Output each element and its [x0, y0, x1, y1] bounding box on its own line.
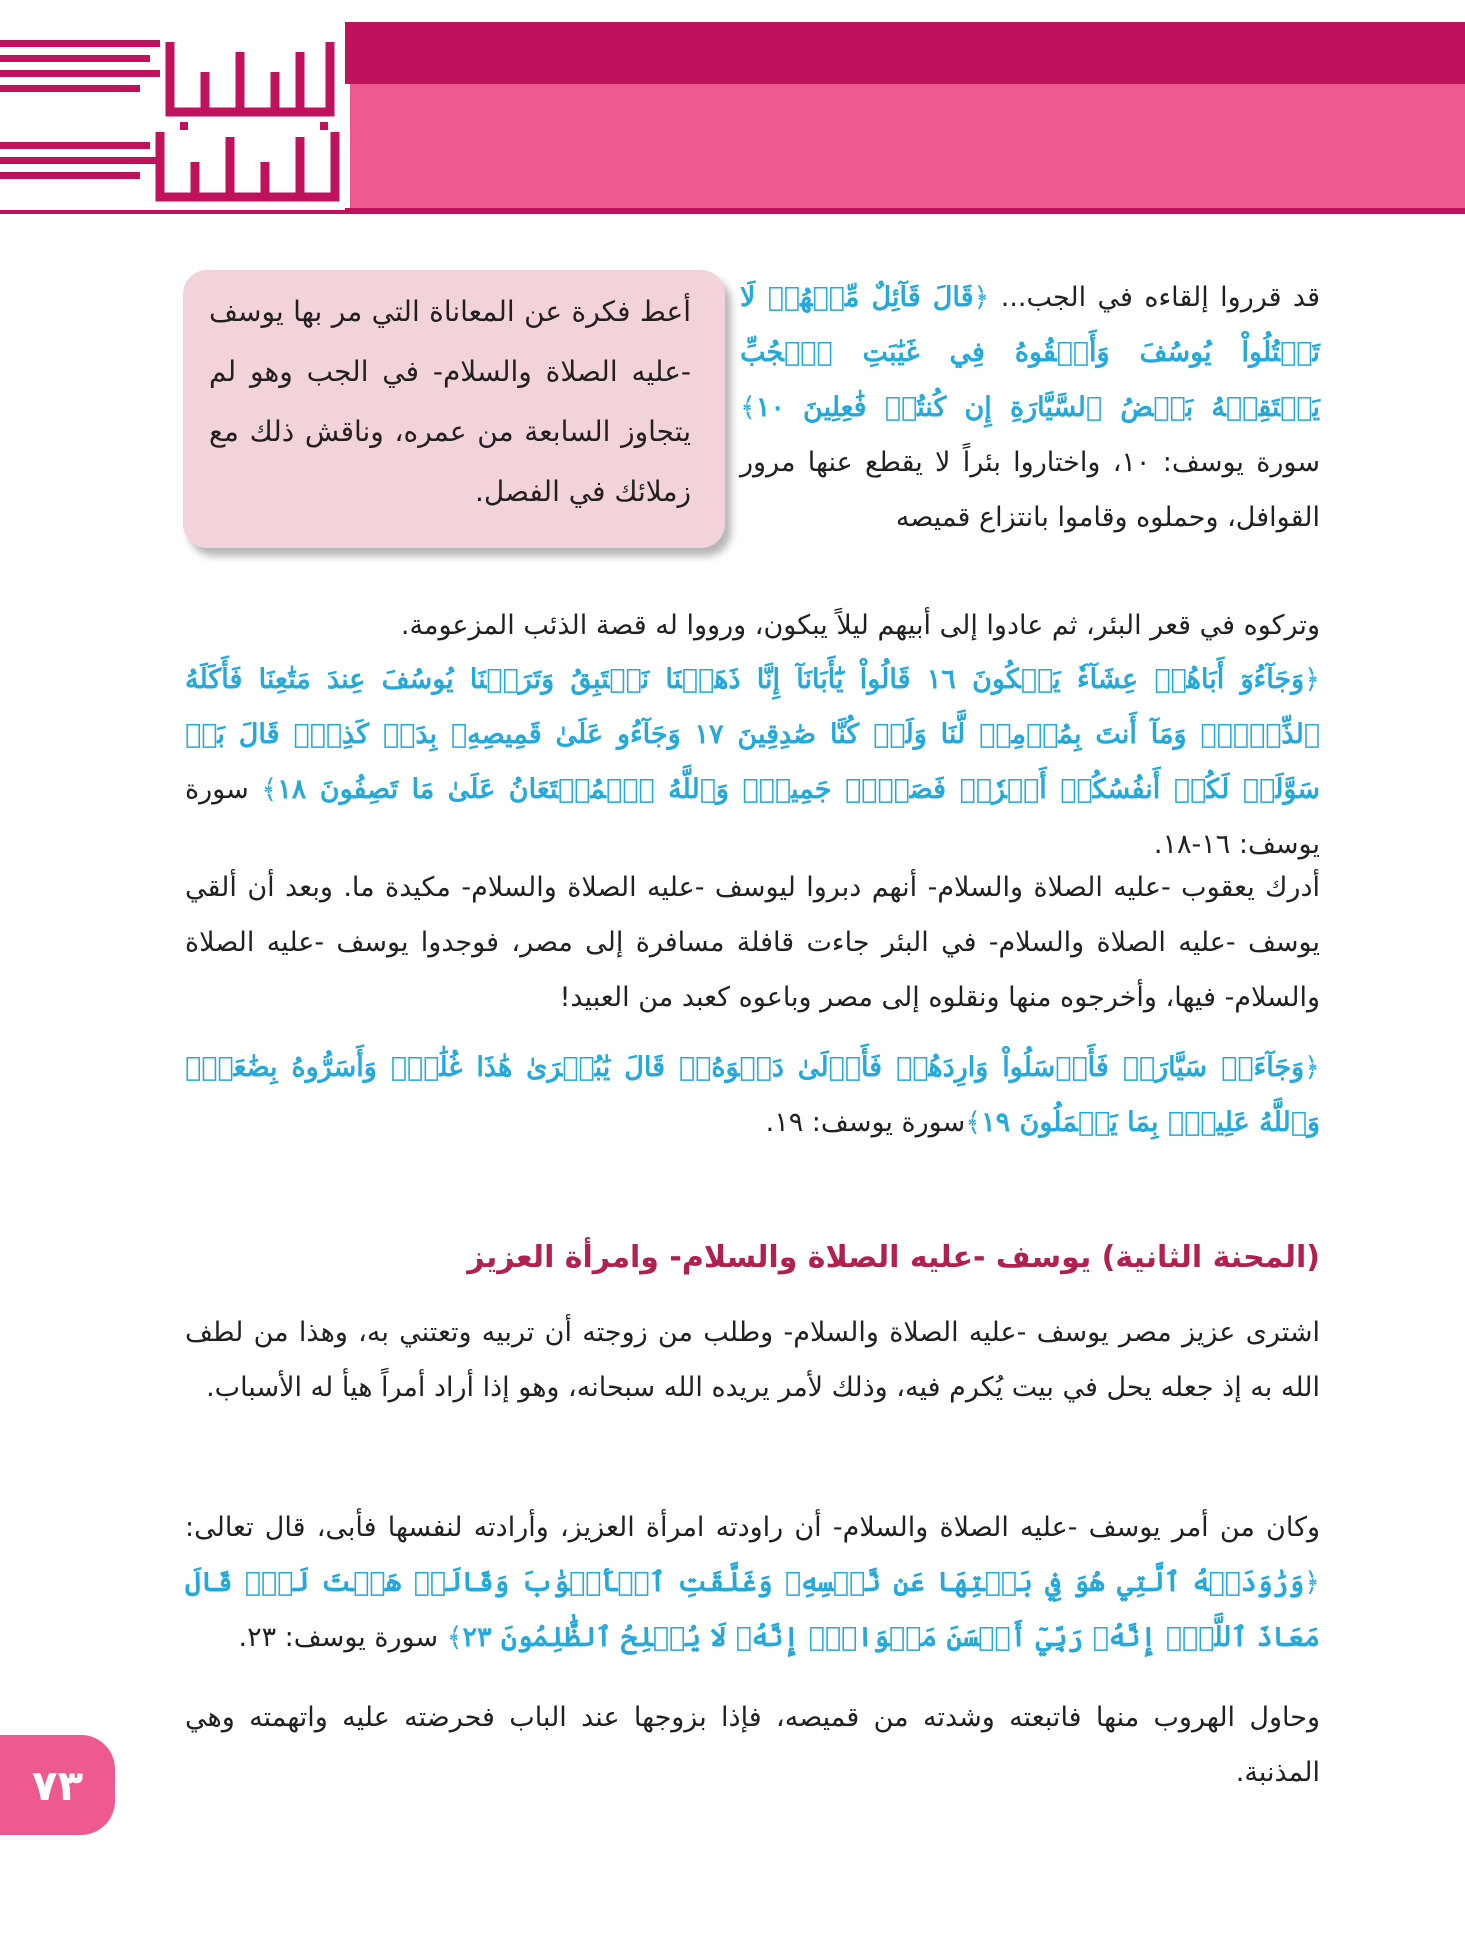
- quran-close-ornament: ﴾: [446, 1622, 463, 1653]
- activity-note-text: أعط فكرة عن المعاناة التي مر بها يوسف -عليه الصلاة والسلام- في الجب وهو لم يتجاوز السابعة من عمره، وناقش ذلك مع زملائك في الفصل.: [209, 295, 691, 508]
- paragraph-1-lead: قد قرروا إلقاءه في الجب...: [989, 282, 1320, 313]
- page-number: ٧٣: [0, 1735, 115, 1835]
- paragraph-6: اشترى عزيز مصر يوسف -عليه الصلاة والسلام- وطلب من زوجته أن تربيه وتعتني به، وهذا من لطف الله به إذ جعله يحل في بيت يُكرم فيه، وذلك لأمر يريده الله سبحانه، وهو إذا أراد أمراً هيأ له الأسباب.: [185, 1317, 1320, 1403]
- page-header: [0, 0, 1465, 215]
- paragraph-4: أدرك يعقوب -عليه الصلاة والسلام- أنهم دبروا ليوسف -عليه الصلاة والسلام- مكيدة ما. وبعد أن ألقي يوسف -عليه الصلاة والسلام- في البئر جاءت قافلة مسافرة إلى مصر، فوجدوا يوسف -عليه الصلاة والسلام- فيها، وأخرجوه منها ونقلوه إلى مصر وباعوه كعبد من العبيد!: [185, 872, 1320, 1013]
- paragraph-7-lead: وكان من أمر يوسف -عليه الصلاة والسلام- أن راودته امرأة العزيز، وأرادته لنفسها فأبى، قال تعالى:: [185, 1512, 1320, 1543]
- quran-close-ornament: ﴾: [261, 774, 278, 805]
- paragraph-2: وتركوه في قعر البئر، ثم عادوا إلى أبيهم ليلاً يبكون، ورووا له قصة الذئب المزعومة.: [400, 610, 1320, 641]
- quran-verse-19: وَجَآءَتۡ سَيَّارَةٞ فَأَرۡسَلُواْ وَارِدَهُمۡ فَأَدۡلَىٰ دَلۡوَهُۥۖ قَالَ يَٰبُشۡرَىٰ هَٰذَا غُلَٰمٞۚ وَأَسَرُّوهُ بِضَٰعَةٗۚ وَٱللَّهُ عَلِيمُۢ بِمَا يَعۡمَلُونَ ١٩: [185, 1052, 1320, 1138]
- section-logo: [0, 22, 345, 210]
- quran-open-ornament: ﴿: [973, 282, 990, 313]
- section-heading: (المحنة الثانية) يوسف -عليه الصلاة والسلام- وامرأة العزيز: [467, 1240, 1320, 1275]
- quran-close-ornament: ﴾: [965, 1107, 982, 1138]
- quran-open-ornament: ﴿: [1304, 1052, 1320, 1083]
- quran-verse-10: قَالَ قَآئِلٌ مِّنۡهُمۡ لَا تَقۡتُلُواْ يُوسُفَ وَأَلۡقُوهُ فِي غَيَٰبَتِ ٱلۡجُبِّ يَلۡتَقِطۡهُ بَعۡضُ ٱلسَّيَّارَةِ إِن كُنتُمۡ فَٰعِلِينَ ١٠: [740, 282, 1320, 423]
- paragraph-5: [185, 1040, 1320, 1150]
- quran-verse-23: وَرَٰوَدَتۡهُ ٱلَّتِي هُوَ فِي بَيۡتِهَا عَن نَّفۡسِهِۦ وَغَلَّقَتِ ٱلۡأَبۡوَٰبَ وَقَالَتۡ هَيۡتَ لَكَۚ قَالَ مَعَاذَ ٱللَّهِۖ إِنَّهُۥ رَبِّيٓ أَحۡسَنَ مَثۡوَايَۖ إِنَّهُۥ لَا يُفۡلِحُ ٱلظَّٰلِمُونَ ٢٣: [185, 1567, 1320, 1653]
- paragraph-3: [185, 652, 1320, 872]
- surah-reference: سورة يوسف: ١٦-١٨.: [185, 774, 1320, 860]
- header-band-dark: [330, 22, 1465, 84]
- quran-open-ornament: ﴿: [1304, 664, 1320, 695]
- paragraph-1-tail: سورة يوسف: ١٠، واختاروا بئراً لا يقطع عنها مرور القوافل، وحملوه وقاموا بانتزاع قميصه: [740, 447, 1320, 533]
- header-band-light: [350, 84, 1465, 208]
- paragraph-8: وحاول الهروب منها فاتبعته وشدته من قميصه، فإذا بزوجها عند الباب فحرضته عليه واتهمته وهي المذنبة.: [185, 1702, 1320, 1788]
- paragraph-1: [740, 270, 1320, 545]
- activity-note-box: [183, 270, 725, 548]
- quran-close-ornament: ﴾: [740, 392, 756, 423]
- quran-open-ornament: ﴿: [1304, 1567, 1320, 1598]
- surah-reference: سورة يوسف: ٢٣.: [238, 1622, 447, 1653]
- paragraph-7: [185, 1500, 1320, 1665]
- quran-verses-16-18: وَجَآءُوٓ أَبَاهُمۡ عِشَآءٗ يَبۡكُونَ ١٦ قَالُواْ يَٰٓأَبَانَآ إِنَّا ذَهَبۡنَا نَسۡتَبِقُ وَتَرَكۡنَا يُوسُفَ عِندَ مَتَٰعِنَا فَأَكَلَهُ ٱلذِّئۡبُۖ وَمَآ أَنتَ بِمُؤۡمِنٖ لَّنَا وَلَوۡ كُنَّا صَٰدِقِينَ ١٧ وَجَآءُو عَلَىٰ قَمِيصِهِۦ بِدَمٖ كَذِبٖۚ قَالَ بَلۡ سَوَّلَتۡ لَكُمۡ أَنفُسُكُمۡ أَمۡرٗاۖ فَصَبۡرٞ جَمِيلٞۖ وَٱللَّهُ ٱلۡمُسۡتَعَانُ عَلَىٰ مَا تَصِفُونَ ١٨: [185, 664, 1320, 805]
- surah-reference: سورة يوسف: ١٩.: [765, 1107, 966, 1138]
